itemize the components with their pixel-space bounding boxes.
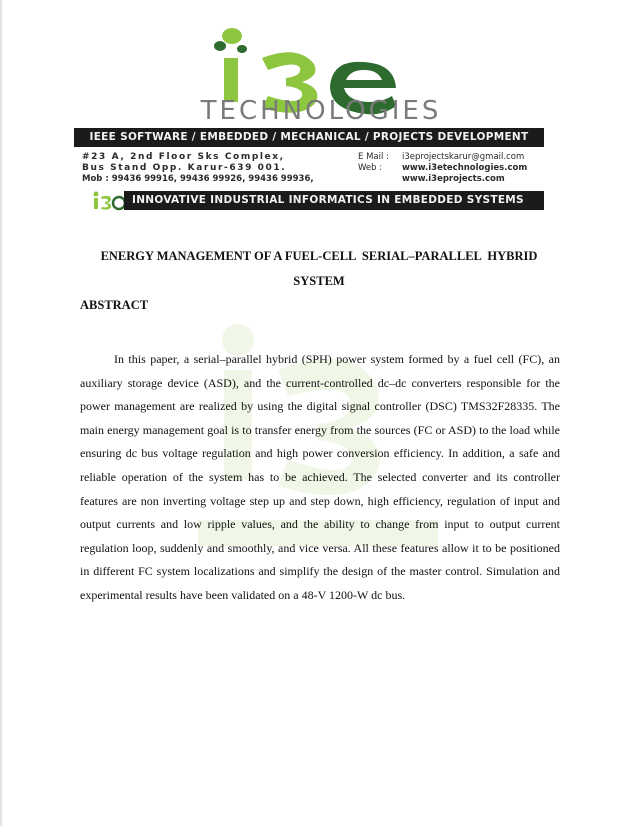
tagline-bottom: INNOVATIVE INDUSTRIAL INFORMATICS IN EMBEDDED SYSTEMS bbox=[124, 191, 544, 210]
brand-name: TECHNOLOGIES bbox=[200, 96, 442, 126]
address-block bbox=[82, 152, 332, 185]
i3e-small-logo bbox=[90, 189, 126, 211]
email-label: E Mail : bbox=[358, 152, 389, 162]
email-address[interactable]: i3eprojectskarur@gmail.com bbox=[402, 152, 525, 162]
website-link[interactable]: www.i3etechnologies.com bbox=[402, 163, 528, 173]
address-line-2: Bus Stand Opp. Karur-639 001. bbox=[82, 163, 287, 173]
document-title bbox=[80, 244, 558, 294]
abstract-heading: ABSTRACT bbox=[80, 298, 149, 312]
contact-block bbox=[358, 152, 558, 185]
abstract-paragraph: In this paper, a serial–parallel hybrid (SPH) power system formed by a fuel cell (FC), an auxiliary storage device (ASD), and the current-controlled dc–dc converters responsible for the power management are realized by using the digital signal controller (DSC) TMS32F28335. The main energy management goal is to transfer energy from the sources (FC or ASD) to the load while ensuring dc bus voltage regulation and high power conversion efficiency. In addition, a safe and reliable operation of the system has to be achieved. The selected converter and its controller features are non inverting voltage step up and step down, high efficiency, regulation of input and output currents and low ripple values, and the ability to change from input to output current regulation loop, suddenly and smoothly, and vice versa. All these features allow it to be positioned in different FC system localizations and simplify the design of the master control. Simulation and experimental results have been validated on a 48-V 1200-W dc bus. bbox=[80, 352, 560, 602]
mobile-numbers: Mob : 99436 99916, 99436 99926, 99436 99936, bbox=[82, 174, 314, 184]
title-line-1: ENERGY MANAGEMENT OF A FUEL-CELL SERIAL–PARALLEL HYBRID bbox=[100, 249, 538, 263]
web-label: Web : bbox=[358, 163, 383, 173]
address-line-1: #23 A, 2nd Floor Sks Complex, bbox=[82, 152, 285, 162]
letterhead bbox=[70, 14, 572, 212]
title-line-2: SYSTEM bbox=[293, 274, 345, 288]
website-link-2[interactable]: www.i3eprojects.com bbox=[402, 174, 505, 184]
tagline-top: IEEE SOFTWARE / EMBEDDED / MECHANICAL / PROJECTS DEVELOPMENT bbox=[74, 128, 544, 147]
page-edge bbox=[0, 0, 3, 826]
